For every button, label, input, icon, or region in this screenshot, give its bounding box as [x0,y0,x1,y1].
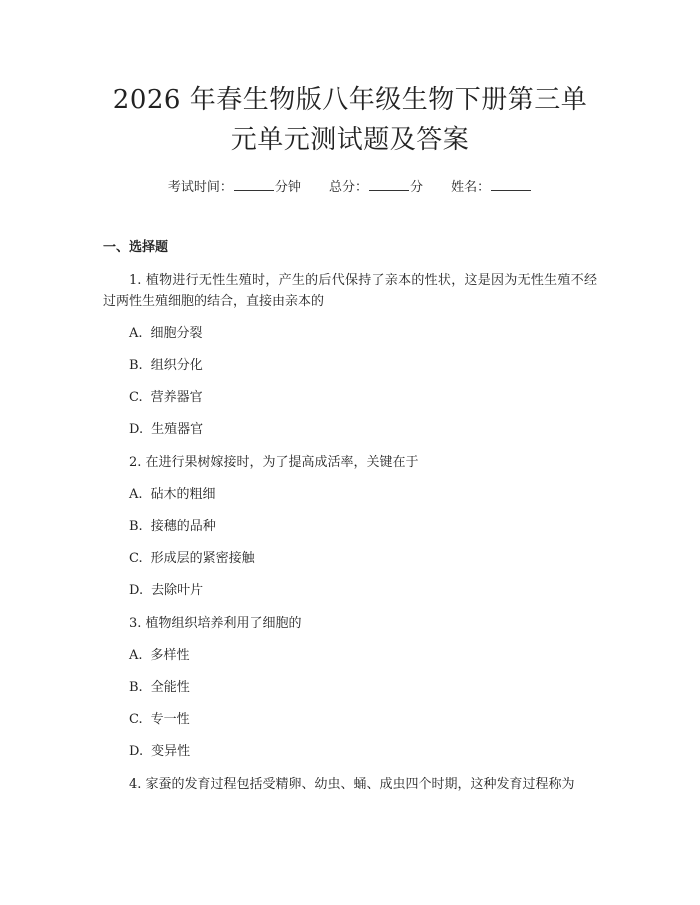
option-item [103,517,597,537]
question-block [103,613,597,762]
option-letter: D. [129,422,144,437]
option-text: 专一性 [150,712,190,727]
option-text: 接穗的品种 [150,519,216,534]
option-letter: C. [129,712,143,727]
option-item [103,356,597,376]
question-text: 4. 家蚕的发育过程包括受精卵、幼虫、蛹、成虫四个时期，这种发育过程称为 [129,777,575,792]
option-letter: C. [129,551,143,566]
option-letter: B. [129,680,143,695]
name-label: 姓名： [451,180,491,195]
option-item [103,678,597,698]
name-blank [491,178,531,191]
option-item [103,549,597,569]
option-text: 细胞分裂 [150,326,203,341]
option-item [103,485,597,505]
option-letter: A. [129,487,143,502]
option-letter: B. [129,358,143,373]
page-title: 2026 年春生物版八年级生物下册第三单元单元测试题及答案 [112,85,588,155]
exam-time-unit: 分钟 [274,180,301,195]
question-text: 1. 植物进行无性生殖时，产生的后代保持了亲本的性状，这是因为无性生殖不经过两性生殖细胞的结合，直接由亲本的 [103,273,597,309]
option-item [103,710,597,730]
option-item [103,388,597,408]
option-text: 多样性 [150,648,190,663]
option-text: 形成层的紧密接触 [150,551,255,566]
option-item [103,420,597,440]
question-block [103,452,597,601]
option-item [103,742,597,762]
exam-time-field [168,180,301,195]
question-block [103,270,597,440]
option-item [103,324,597,344]
option-letter: B. [129,519,143,534]
option-letter: D. [129,583,144,598]
section-heading: 一、选择题 [103,240,169,255]
question-block [103,774,597,795]
option-text: 营养器官 [150,390,203,405]
option-letter: A. [129,648,143,663]
option-item [103,581,597,601]
option-text: 变异性 [151,744,191,759]
question-text: 3. 植物组织培养利用了细胞的 [129,616,302,631]
exam-time-blank [234,178,274,191]
option-letter: D. [129,744,144,759]
option-text: 砧木的粗细 [150,487,216,502]
exam-info [103,178,597,198]
option-text: 全能性 [150,680,190,695]
option-text: 组织分化 [150,358,203,373]
total-score-field [329,180,423,195]
option-letter: A. [129,326,143,341]
option-text: 去除叶片 [151,583,204,598]
name-field [451,180,532,195]
total-score-blank [369,178,409,191]
option-item [103,646,597,666]
total-score-label: 总分： [328,180,368,195]
option-letter: C. [129,390,143,405]
question-text: 2. 在进行果树嫁接时，为了提高成活率，关键在于 [129,455,419,470]
total-score-unit: 分 [410,180,424,195]
exam-time-label: 考试时间： [167,180,233,195]
option-text: 生殖器官 [151,422,204,437]
